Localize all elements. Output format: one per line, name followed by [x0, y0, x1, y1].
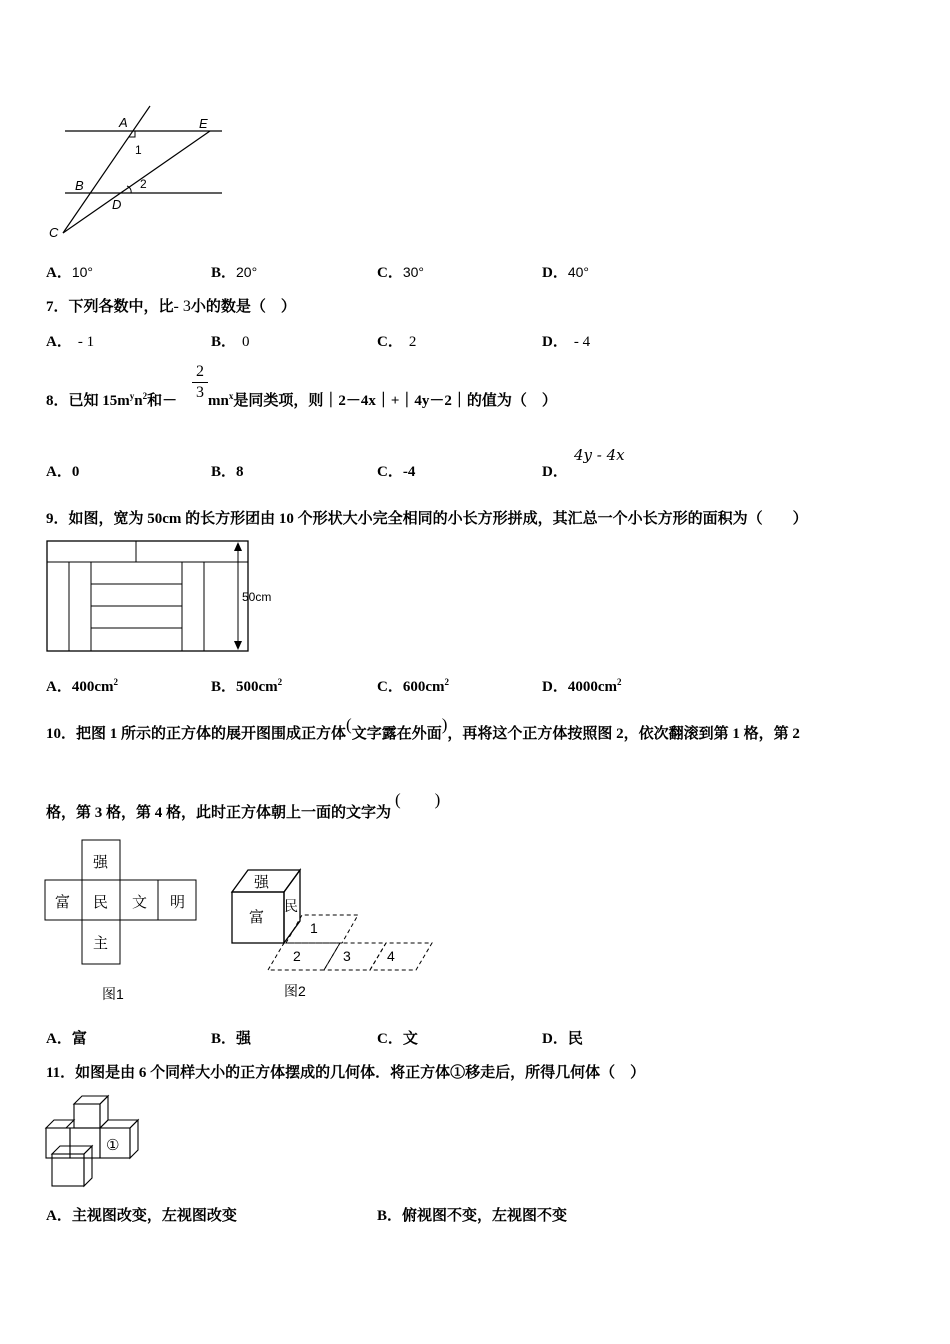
q7-option-d: D． - 4	[542, 334, 591, 350]
cube-rolling-figure	[228, 862, 438, 1002]
cell-label-4: 4	[387, 948, 395, 964]
net-face-center: 民	[93, 894, 109, 911]
q10-option-d: D．民	[542, 1031, 583, 1047]
cell-label-1: 1	[310, 920, 318, 936]
cube-net-figure	[44, 838, 204, 1008]
net-face-right1: 文	[132, 894, 148, 911]
net-face-bottom: 主	[93, 935, 109, 952]
net-face-top: 强	[93, 854, 109, 871]
q11-stem: 11．如图是由 6 个同样大小的正方体摆成的几何体．将正方体①移走后，所得几何体（ ）	[46, 1065, 646, 1081]
net-face-left: 富	[55, 894, 71, 911]
cube-face-top: 强	[254, 874, 270, 891]
cell-label-2: 2	[293, 948, 301, 964]
q10-stem-line1: 10．把图 1 所示的正方体的展开图围成正方体(文字露在外面)，再将这个正方体按照图 2，依次翻滚到第 1 格，第 2	[46, 715, 800, 742]
q8-stem: 8．已知 $15m^yn^2$和－	[46, 391, 178, 409]
angle-label-1: 1	[135, 143, 142, 157]
cube-stack-figure	[44, 1092, 144, 1192]
point-label-a: A	[119, 115, 128, 130]
q11-option-a: A．主视图改变，左视图改变	[46, 1208, 237, 1224]
cube-face-front: 富	[249, 909, 265, 926]
net-face-right2: 明	[170, 894, 186, 911]
q8-option-d: D．	[542, 464, 568, 480]
q10-option-b: B．强	[211, 1031, 252, 1047]
q7-stem: 7．下列各数中，比- 3小的数是（ ）	[46, 298, 296, 315]
q7-option-c: C． 2	[377, 334, 417, 350]
q6-option-d: D．40°	[542, 264, 590, 281]
q9-stem: 9．如图，宽为 50cm 的长方形团由 10 个形状大小完全相同的小长方形拼成，其汇总一个小长方形的面积为（ ）	[46, 511, 808, 527]
q9-option-d: D．$4000cm^2$	[542, 677, 622, 695]
q11-option-b: B．俯视图不变，左视图不变	[377, 1208, 568, 1224]
q9-option-c: C．$600cm^2$	[377, 677, 449, 695]
q8-option-d-value: 4y - 4x	[574, 446, 625, 464]
q8-option-c: C．-4	[377, 464, 416, 480]
q8-stem-rest: $mn^x$是同类项，则｜2－4x｜+｜4y－2｜的值为（ ）	[208, 391, 557, 409]
point-label-d: D	[112, 197, 122, 212]
point-label-e: E	[199, 116, 208, 131]
q10-option-c: C．文	[377, 1031, 418, 1047]
q8-option-a: A．0	[46, 464, 80, 480]
q10-option-a: A．富	[46, 1031, 87, 1047]
fraction-denominator: 3	[196, 384, 204, 401]
fig2-caption: 图2	[284, 983, 306, 999]
angle-label-2: 2	[140, 177, 147, 191]
width-label: 50cm	[242, 590, 272, 604]
q6-option-a: A．10°	[46, 264, 94, 281]
q10-stem-line2: 格，第 3 格，第 4 格，此时正方体朝上一面的文字为( )	[46, 790, 441, 821]
q8-option-b: B．8	[211, 464, 244, 480]
fraction-numerator: 2	[196, 363, 204, 380]
q7-option-b: B． 0	[211, 334, 250, 350]
cube-1-label: ①	[106, 1137, 120, 1154]
cell-label-3: 3	[343, 948, 351, 964]
parallel-lines-figure	[45, 100, 235, 245]
rectangle-tiling-figure	[45, 537, 285, 657]
q9-option-a: A．$400cm^2$	[46, 677, 118, 695]
q6-option-c: C．30°	[377, 264, 425, 281]
point-label-c: C	[49, 225, 59, 240]
q6-option-b: B．20°	[211, 264, 258, 281]
q8-fraction	[192, 363, 208, 402]
fig1-caption: 图1	[102, 986, 124, 1002]
q9-option-b: B．$500cm^2$	[211, 677, 283, 695]
point-label-b: B	[75, 178, 84, 193]
q7-option-a: A． - 1	[46, 334, 95, 350]
cube-face-side: 民	[284, 898, 298, 914]
